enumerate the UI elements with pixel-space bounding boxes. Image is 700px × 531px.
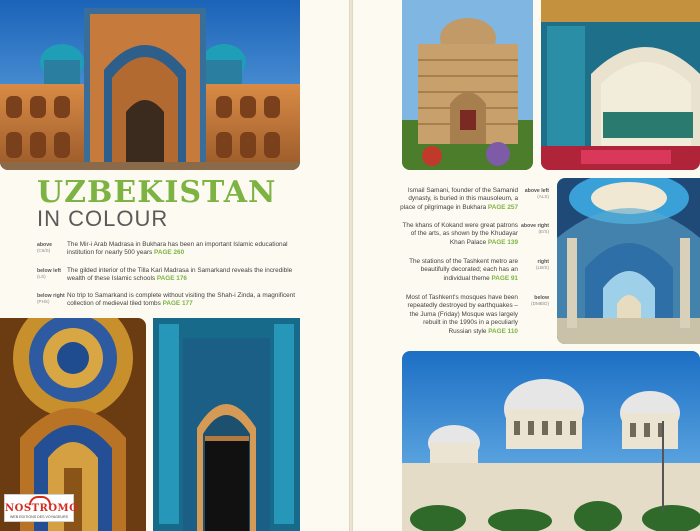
page-reference-link[interactable]: PAGE 177 <box>162 300 193 308</box>
caption-shah-i-zinda <box>67 292 297 309</box>
caption-text: The gilded interior of the Tilla Kari Madrasa in Samarkand reveals the incredible wealth of these Islamic schools <box>67 267 293 283</box>
watermark-globe-icon <box>29 496 51 505</box>
caption-text: Most of Tashkent's mosques have been repeatedly destroyed by earthquakes – the Juma (Friday) Mosque was largely rebuilt in the 1990s in a peculiarly Russian style <box>406 294 518 335</box>
photo-credit: (LS) <box>37 274 46 280</box>
caption-text: Ismail Samani, founder of the Samanid dynasty, is buried in this mausoleum, a place of pilgrimage in Bukhara <box>400 187 518 211</box>
caption-text: No trip to Samarkand is complete without visiting the Shah-i Zinda, a magnificent collection of medieval tiled tombs <box>67 292 296 308</box>
caption-label-above-left <box>519 188 549 200</box>
caption-tashkent-metro <box>399 258 518 283</box>
page-reference-link[interactable]: PAGE 139 <box>487 238 518 246</box>
page-reference-link[interactable]: PAGE 91 <box>491 274 518 282</box>
right-page <box>353 0 700 531</box>
caption-label-above <box>37 242 63 254</box>
caption-position: above right <box>521 223 549 229</box>
page-reference-link[interactable]: PAGE 260 <box>154 249 185 257</box>
watermark-name: NOSTROMO <box>5 503 79 514</box>
caption-label-below-left <box>37 268 65 280</box>
page-reference-link[interactable]: PAGE 257 <box>487 203 518 211</box>
photo-credit: (PHS) <box>37 299 50 305</box>
caption-label-below <box>519 295 549 307</box>
caption-position: above <box>37 242 52 248</box>
caption-position: below right <box>37 293 65 299</box>
caption-position: right <box>537 259 549 265</box>
caption-label-below-right <box>37 293 67 305</box>
caption-label-above-right <box>519 223 549 235</box>
photo-ismail-samani-mausoleum <box>402 0 533 170</box>
caption-ismail-samani <box>399 187 518 212</box>
caption-mir-i-arab <box>67 241 297 258</box>
caption-juma-mosque <box>399 294 518 336</box>
caption-position: below left <box>37 268 61 274</box>
photo-credit: (LB/S) <box>535 265 549 271</box>
watermark-tagline: WEB EDITIONS DES VOYAGEURS <box>9 515 69 519</box>
caption-khudayar-khan <box>399 222 518 247</box>
page-reference-link[interactable]: PAGE 176 <box>156 275 187 283</box>
caption-position: below <box>534 295 549 301</box>
photo-credit: (DMB/D) <box>531 301 549 307</box>
caption-tilla-kari <box>67 267 297 284</box>
photo-credit: (E/S) <box>538 229 549 235</box>
caption-position: above left <box>524 188 549 194</box>
page-subtitle: IN COLOUR <box>37 206 169 231</box>
caption-text: The Mir-i Arab Madrasa in Bukhara has been an important Islamic educational institution for nearly 500 years <box>67 241 288 257</box>
page-reference-link[interactable]: PAGE 110 <box>488 327 518 335</box>
caption-text: The stations of the Tashkent metro are beautifully decorated; each has an individual theme <box>409 258 518 282</box>
photo-juma-mosque-tashkent <box>402 351 700 531</box>
nostromo-watermark <box>4 494 79 522</box>
photo-credit: (C6/S) <box>37 248 51 254</box>
photo-khudayar-khan-palace <box>541 0 700 170</box>
photo-tashkent-metro-station <box>557 178 700 344</box>
caption-label-right <box>519 259 549 271</box>
left-page <box>0 0 349 531</box>
caption-text: The khans of Kokand were great patrons of the arts, as shown by the Khudayar Khan Palace <box>402 222 518 246</box>
photo-mir-i-arab-madrasa <box>0 0 300 170</box>
photo-shah-i-zinda <box>153 318 300 531</box>
photo-credit: (ALS) <box>537 194 549 200</box>
page-title: UZBEKISTAN <box>37 175 277 210</box>
